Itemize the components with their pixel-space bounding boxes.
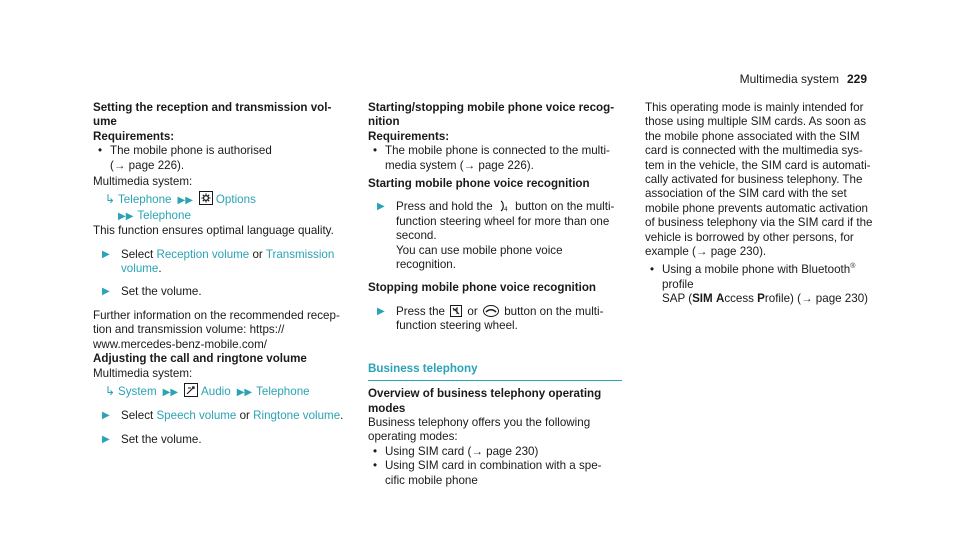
option-reception-volume[interactable]: Reception volume: [156, 247, 250, 261]
bullet-icon: •: [650, 263, 655, 277]
voice-button-icon: [498, 200, 510, 212]
step-set-volume: ▶ Set the volume.: [102, 285, 202, 299]
option-transmission-volume-cont[interactable]: volume: [121, 262, 159, 276]
column-right: [645, 101, 877, 307]
bluetooth-list: [645, 263, 877, 306]
double-chevron-icon: ▶▶: [177, 195, 193, 207]
requirements-label: Requirements:: [93, 129, 175, 143]
heading-stop-voice: Stopping mobile phone voice recognition: [368, 281, 597, 295]
column-left: [93, 101, 355, 456]
menu-path-telephone[interactable]: Telephone: [118, 193, 172, 207]
modes-list: [368, 445, 622, 488]
menu-path-2: [93, 383, 355, 400]
list-item: • The mobile phone is connected to the multi- media system (→ page 226).: [373, 144, 610, 172]
heading-reception-volume: Setting the reception and transmission vol- ume: [93, 101, 332, 129]
page-number: 229: [846, 72, 867, 86]
business-intro: Business telephony offers you the following operating modes:: [368, 415, 591, 444]
list-item: • Using a mobile phone with Bluetooth® profile SAP (SIM Access Profile) (→ page 230): [650, 263, 869, 306]
heading-business-modes: Overview of business telephony operating modes: [368, 387, 602, 415]
double-chevron-icon: ▶▶: [118, 210, 134, 222]
svg-text:4: 4: [503, 206, 508, 213]
page-ref: (→ page 226).: [110, 158, 185, 172]
heading-voice-recognition: Starting/stopping mobile phone voice recog- nition: [368, 101, 615, 129]
header-section: Multimedia system: [739, 72, 839, 86]
requirements-list: [368, 144, 622, 173]
menu-path-cont: [93, 209, 355, 224]
return-arrow-icon: ↳: [105, 192, 116, 207]
mute-button-icon: [450, 305, 462, 317]
gear-icon: [199, 191, 213, 205]
menu-path-audio[interactable]: Audio: [201, 384, 231, 398]
list-item: • Using SIM card in combination with a spe- cific mobile phone: [373, 459, 602, 487]
bullet-icon: •: [98, 144, 103, 158]
step-arrow-icon: ▶: [377, 201, 385, 213]
section-business-telephony: Business telephony: [368, 362, 622, 381]
option-ringtone-volume[interactable]: Ringtone volume: [253, 409, 341, 423]
sim-mode-description: This operating mode is mainly intended for those using multiple SIM cards. As soon as the mobile phone associated with the SIM card is connected with the multimedia sys- tem in the vehicle, the SIM card is automati- cally activated for business telephony. The association of the SIM card with the set mobile phone prevents automatic activation of business telephony via the SIM card if the vehicle is borrowed by other persons, for example (→ page 230).: [645, 101, 873, 259]
bullet-icon: •: [373, 144, 378, 158]
multimedia-label: Multimedia system:: [93, 175, 193, 189]
menu-path-system[interactable]: System: [118, 384, 157, 398]
step-press-end: ▶ Press the or button on the multi- function steering wheel.: [377, 304, 604, 333]
double-chevron-icon: ▶▶: [236, 386, 253, 398]
option-transmission-volume[interactable]: Transmission: [265, 247, 335, 261]
end-call-icon: [483, 305, 499, 317]
bullet-icon: •: [373, 459, 378, 473]
step-select-volume: ▶ Select Reception volume or Transmission volume.: [102, 247, 335, 276]
list-item: • Using SIM card (→ page 230): [373, 444, 539, 458]
menu-path-telephone-2[interactable]: Telephone: [137, 208, 191, 222]
menu-path-telephone-3[interactable]: Telephone: [256, 384, 310, 398]
step-select-speech: ▶ Select Speech volume or Ringtone volume.: [102, 409, 344, 423]
column-middle: [368, 101, 622, 488]
step-arrow-icon: ▶: [102, 286, 110, 298]
option-speech-volume[interactable]: Speech volume: [156, 409, 237, 423]
step-arrow-icon: ▶: [102, 248, 110, 260]
return-arrow-icon: ↳: [105, 383, 116, 398]
step-press-hold: ▶ Press and hold the 4 button on the multi- function steering wheel for more than one second. You can use mobile phone voice recognition.: [377, 200, 615, 272]
bullet-icon: •: [373, 444, 378, 458]
requirements-label: Requirements:: [368, 129, 450, 143]
menu-path-options[interactable]: Options: [215, 193, 256, 207]
step-arrow-icon: ▶: [102, 433, 110, 445]
list-item: • The mobile phone is authorised (→ page 226).: [98, 144, 272, 172]
step-arrow-icon: ▶: [102, 410, 110, 422]
requirements-list: [93, 144, 355, 173]
further-info: Further information on the recommended recep- tion and transmission volume: https:// www.mercedes-benz-mobile.com/: [93, 308, 340, 351]
double-chevron-icon: ▶▶: [162, 386, 179, 398]
heading-start-voice: Starting mobile phone voice recognition: [368, 177, 590, 191]
multimedia-label-2: Multimedia system:: [93, 366, 193, 380]
heading-call-ringtone: Adjusting the call and ringtone volume: [93, 352, 307, 366]
step-arrow-icon: ▶: [377, 305, 385, 317]
info-text: This function ensures optimal language quality.: [93, 224, 334, 238]
audio-icon: [184, 383, 198, 397]
step-set-volume-2: ▶ Set the volume.: [102, 432, 202, 446]
page-header: [740, 72, 867, 86]
menu-path: [93, 191, 355, 208]
